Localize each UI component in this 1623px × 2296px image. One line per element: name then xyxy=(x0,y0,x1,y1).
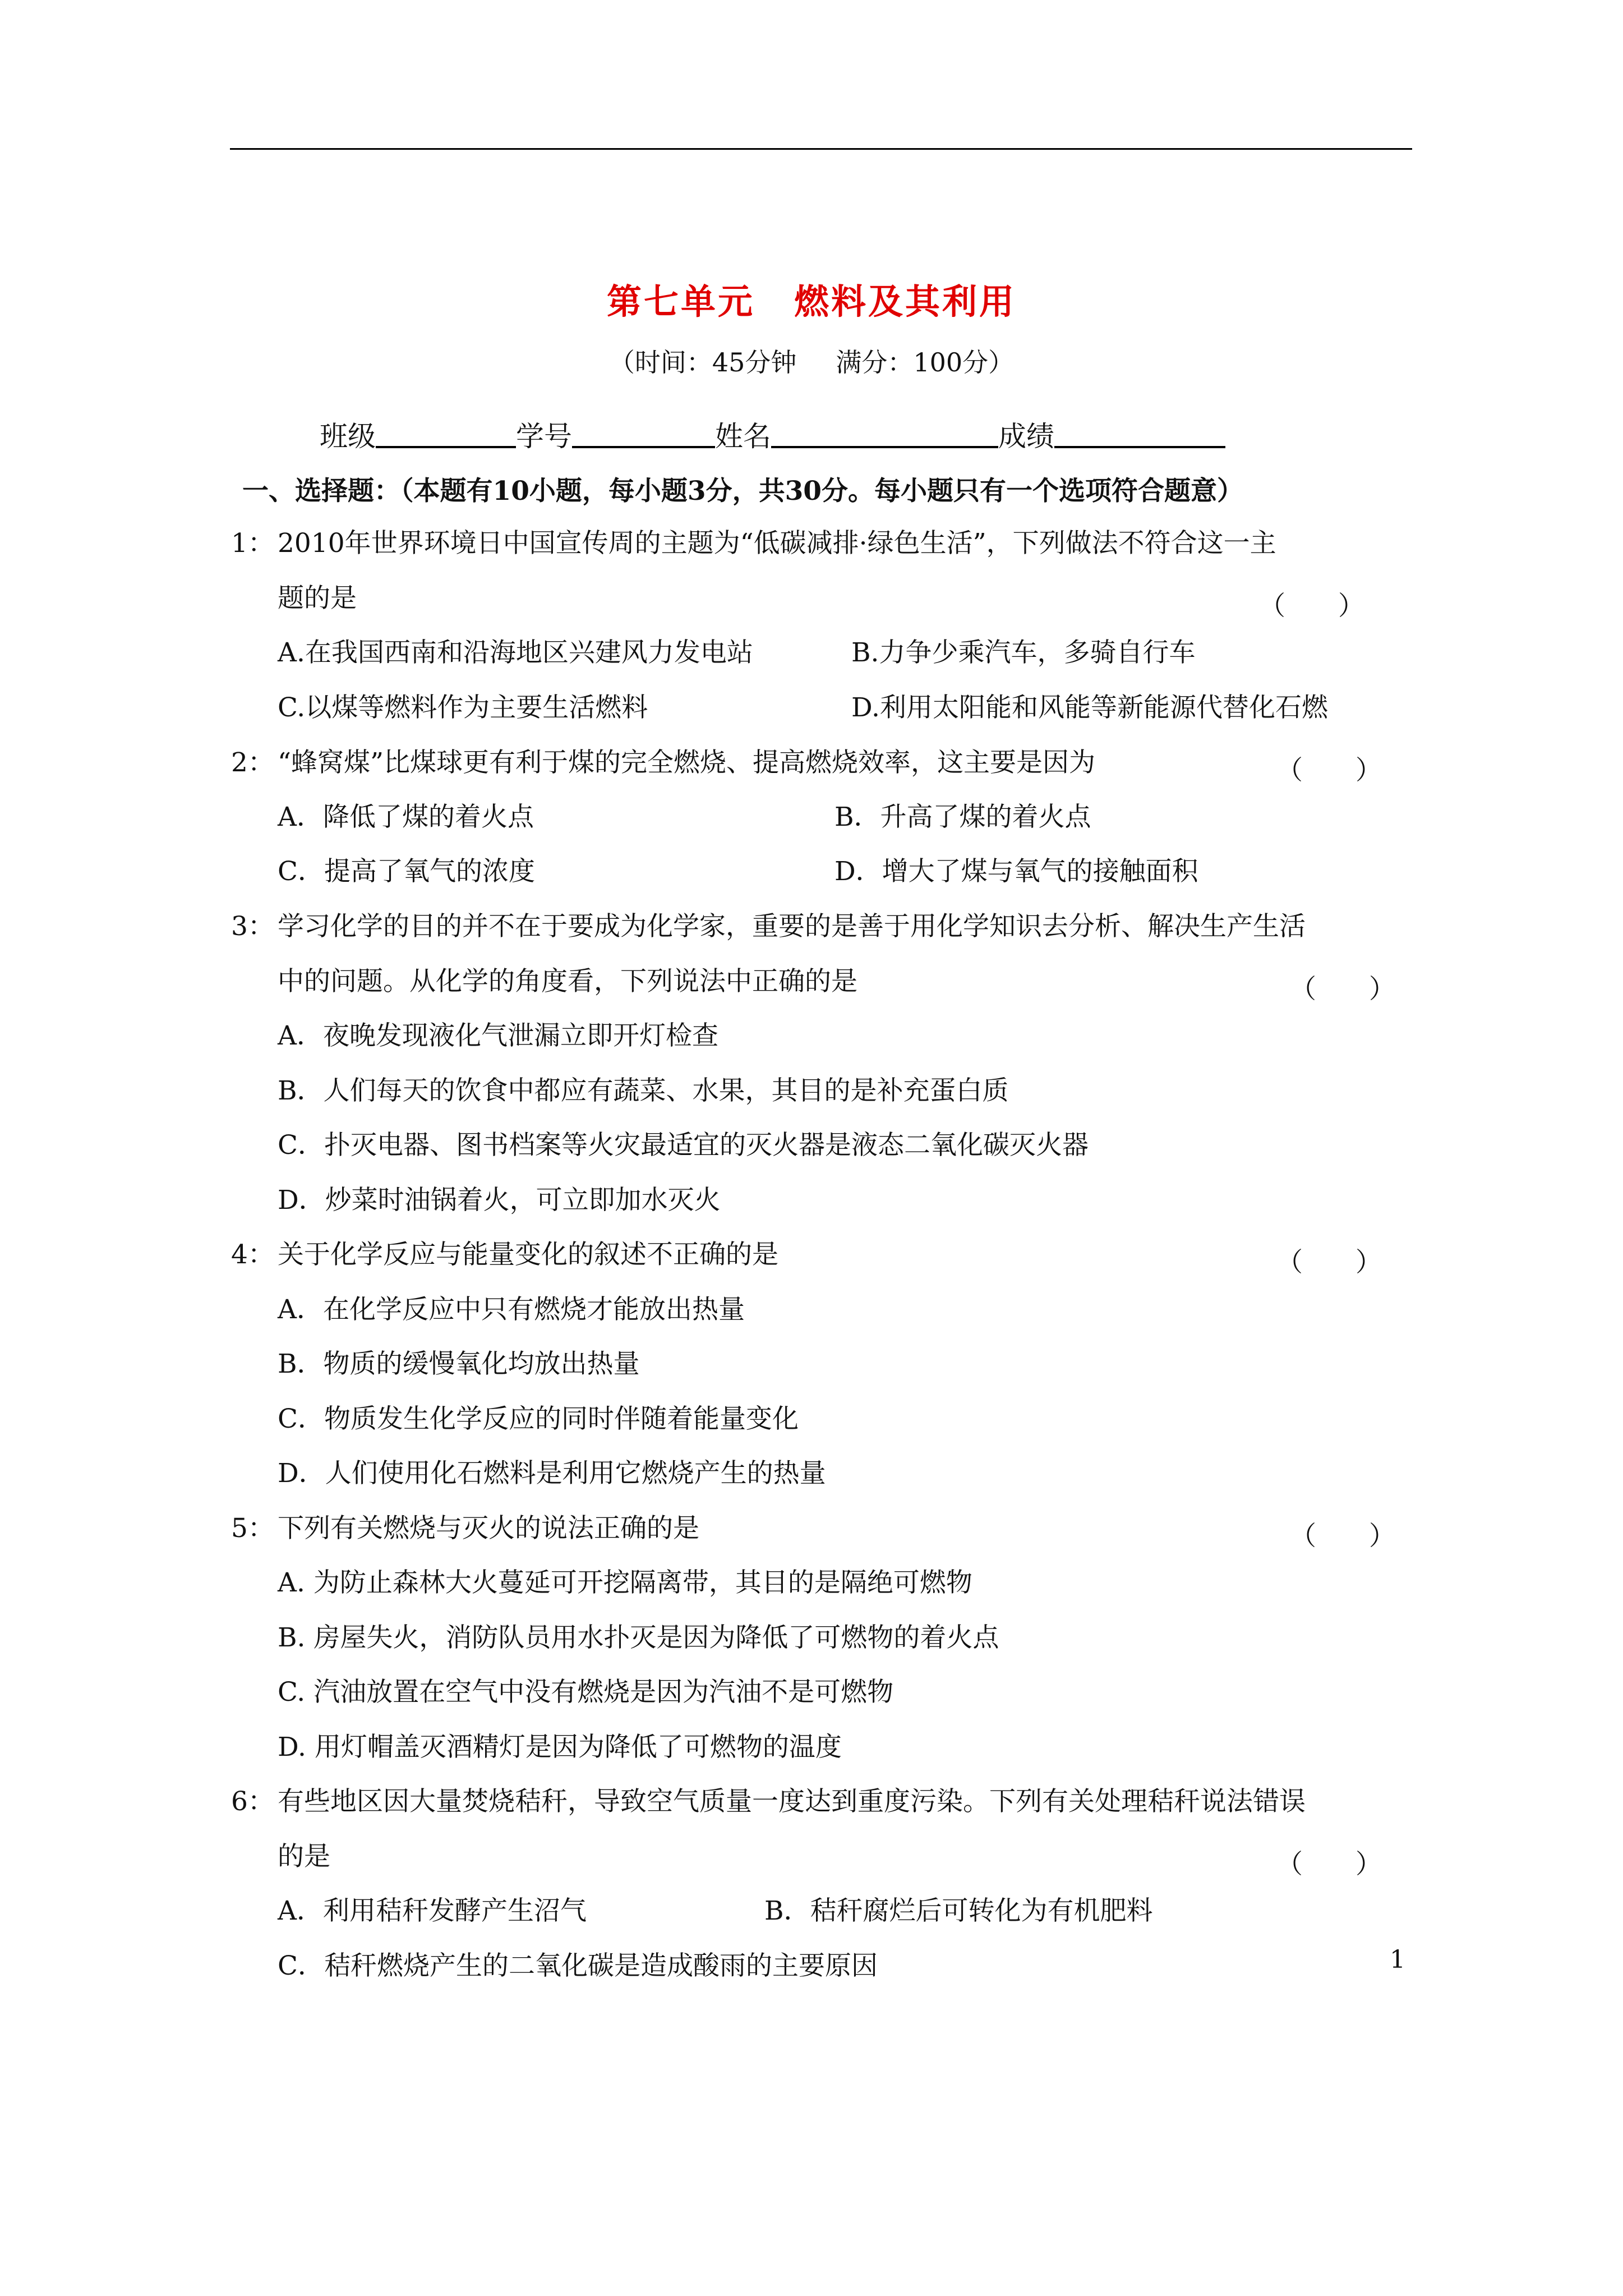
option-c: C．提高了氧气的浓度 xyxy=(278,856,535,887)
class-blank xyxy=(376,420,516,448)
option-a: A．夜晚发现液化气泄漏立即开灯检查 xyxy=(278,1020,718,1051)
question-stem: 有些地区因大量焚烧秸秆，导致空气质量一度达到重度污染。下列有关处理秸秆说法错误 xyxy=(278,1786,1306,1817)
class-label: 班级 xyxy=(320,420,376,453)
option-c: C．扑灭电器、图书档案等火灾最适宜的灭火器是液态二氧化碳灭火器 xyxy=(278,1130,1089,1161)
header-rule xyxy=(230,148,1412,150)
question-number: 5： xyxy=(231,1513,274,1544)
option-c: C．秸秆燃烧产生的二氧化碳是造成酸雨的主要原因 xyxy=(278,1950,878,1981)
option-d: D. 用灯帽盖灭酒精灯是因为降低了可燃物的温度 xyxy=(278,1732,842,1763)
option-c: C. 汽油放置在空气中没有燃烧是因为汽油不是可燃物 xyxy=(278,1677,894,1708)
question-stem: 学习化学的目的并不在于要成为化学家，重要的是善于用化学知识去分析、解决生产生活 xyxy=(278,911,1306,942)
option-c: C．物质发生化学反应的同时伴随着能量变化 xyxy=(278,1404,799,1434)
answer-parentheses: （ ） xyxy=(1259,591,1364,622)
answer-parentheses: （ ） xyxy=(1276,1849,1382,1880)
title-unit: 第七单元 xyxy=(606,281,755,322)
page-number: 1 xyxy=(1390,1945,1405,1974)
student-info-row xyxy=(320,414,1225,454)
score-blank xyxy=(1054,420,1225,448)
question-number: 2： xyxy=(231,747,274,778)
answer-parentheses: （ ） xyxy=(1276,1247,1382,1278)
option-a: A. 为防止森林大火蔓延可开挖隔离带，其目的是隔绝可燃物 xyxy=(278,1567,972,1598)
name-blank xyxy=(771,420,998,448)
option-c: C.以煤等燃料作为主要生活燃料 xyxy=(278,692,648,723)
answer-parentheses: （ ） xyxy=(1276,755,1382,786)
answer-parentheses: （ ） xyxy=(1290,974,1395,1005)
title-topic: 燃料及其利用 xyxy=(794,281,1017,322)
option-d: D.利用太阳能和风能等新能源代替化石燃 xyxy=(851,692,1328,723)
question-stem: 下列有关燃烧与灭火的说法正确的是 xyxy=(278,1513,699,1544)
question-stem: “蜂窝煤”比煤球更有利于煤的完全燃烧、提高燃烧效率，这主要是因为 xyxy=(278,747,1096,778)
question-number: 6： xyxy=(231,1786,274,1817)
question-number: 3： xyxy=(231,911,274,942)
answer-parentheses: （ ） xyxy=(1290,1521,1395,1552)
time-limit: （时间：45分钟 xyxy=(608,347,797,378)
option-d: D．炒菜时油锅着火，可立即加水灭火 xyxy=(278,1185,721,1216)
name-label: 姓名 xyxy=(715,420,771,453)
question-stem: 2010年世界环境日中国宣传周的主题为“低碳减排·绿色生活”，下列做法不符合这一主 xyxy=(278,528,1276,559)
score-label: 成绩 xyxy=(998,420,1054,453)
exam-subtitle xyxy=(0,342,1623,379)
option-b: B．秸秆腐烂后可转化为有机肥料 xyxy=(764,1895,1153,1926)
student-no-blank xyxy=(572,420,715,448)
option-b: B．物质的缓慢氧化均放出热量 xyxy=(278,1349,640,1379)
option-d: D．人们使用化石燃料是利用它燃烧产生的热量 xyxy=(278,1458,826,1489)
option-a: A．利用秸秆发酵产生沼气 xyxy=(278,1895,587,1926)
option-a: A．降低了煤的着火点 xyxy=(278,802,534,832)
option-a: A.在我国西南和沿海地区兴建风力发电站 xyxy=(278,637,753,668)
option-b: B．人们每天的饮食中都应有蔬菜、水果，其目的是补充蛋白质 xyxy=(278,1075,1009,1106)
question-stem-continued: 中的问题。从化学的角度看，下列说法中正确的是 xyxy=(278,966,857,997)
student-no-label: 学号 xyxy=(516,420,572,453)
page-title xyxy=(0,274,1623,324)
option-a: A．在化学反应中只有燃烧才能放出热量 xyxy=(278,1294,745,1325)
question-number: 4： xyxy=(231,1239,274,1270)
option-b: B.力争少乘汽车，多骑自行车 xyxy=(851,637,1196,668)
full-score: 满分：100分） xyxy=(836,347,1015,378)
question-stem-continued: 题的是 xyxy=(278,583,357,614)
option-d: D．增大了煤与氧气的接触面积 xyxy=(834,856,1198,887)
question-stem-continued: 的是 xyxy=(278,1841,330,1872)
option-b: B．升高了煤的着火点 xyxy=(834,802,1091,832)
section-heading: 一、选择题：（本题有10小题，每小题3分，共30分。每小题只有一个选项符合题意） xyxy=(242,476,1244,507)
option-b: B. 房屋失火，消防队员用水扑灭是因为降低了可燃物的着火点 xyxy=(278,1622,999,1653)
question-number: 1： xyxy=(231,528,274,559)
question-stem: 关于化学反应与能量变化的叙述不正确的是 xyxy=(278,1239,778,1270)
